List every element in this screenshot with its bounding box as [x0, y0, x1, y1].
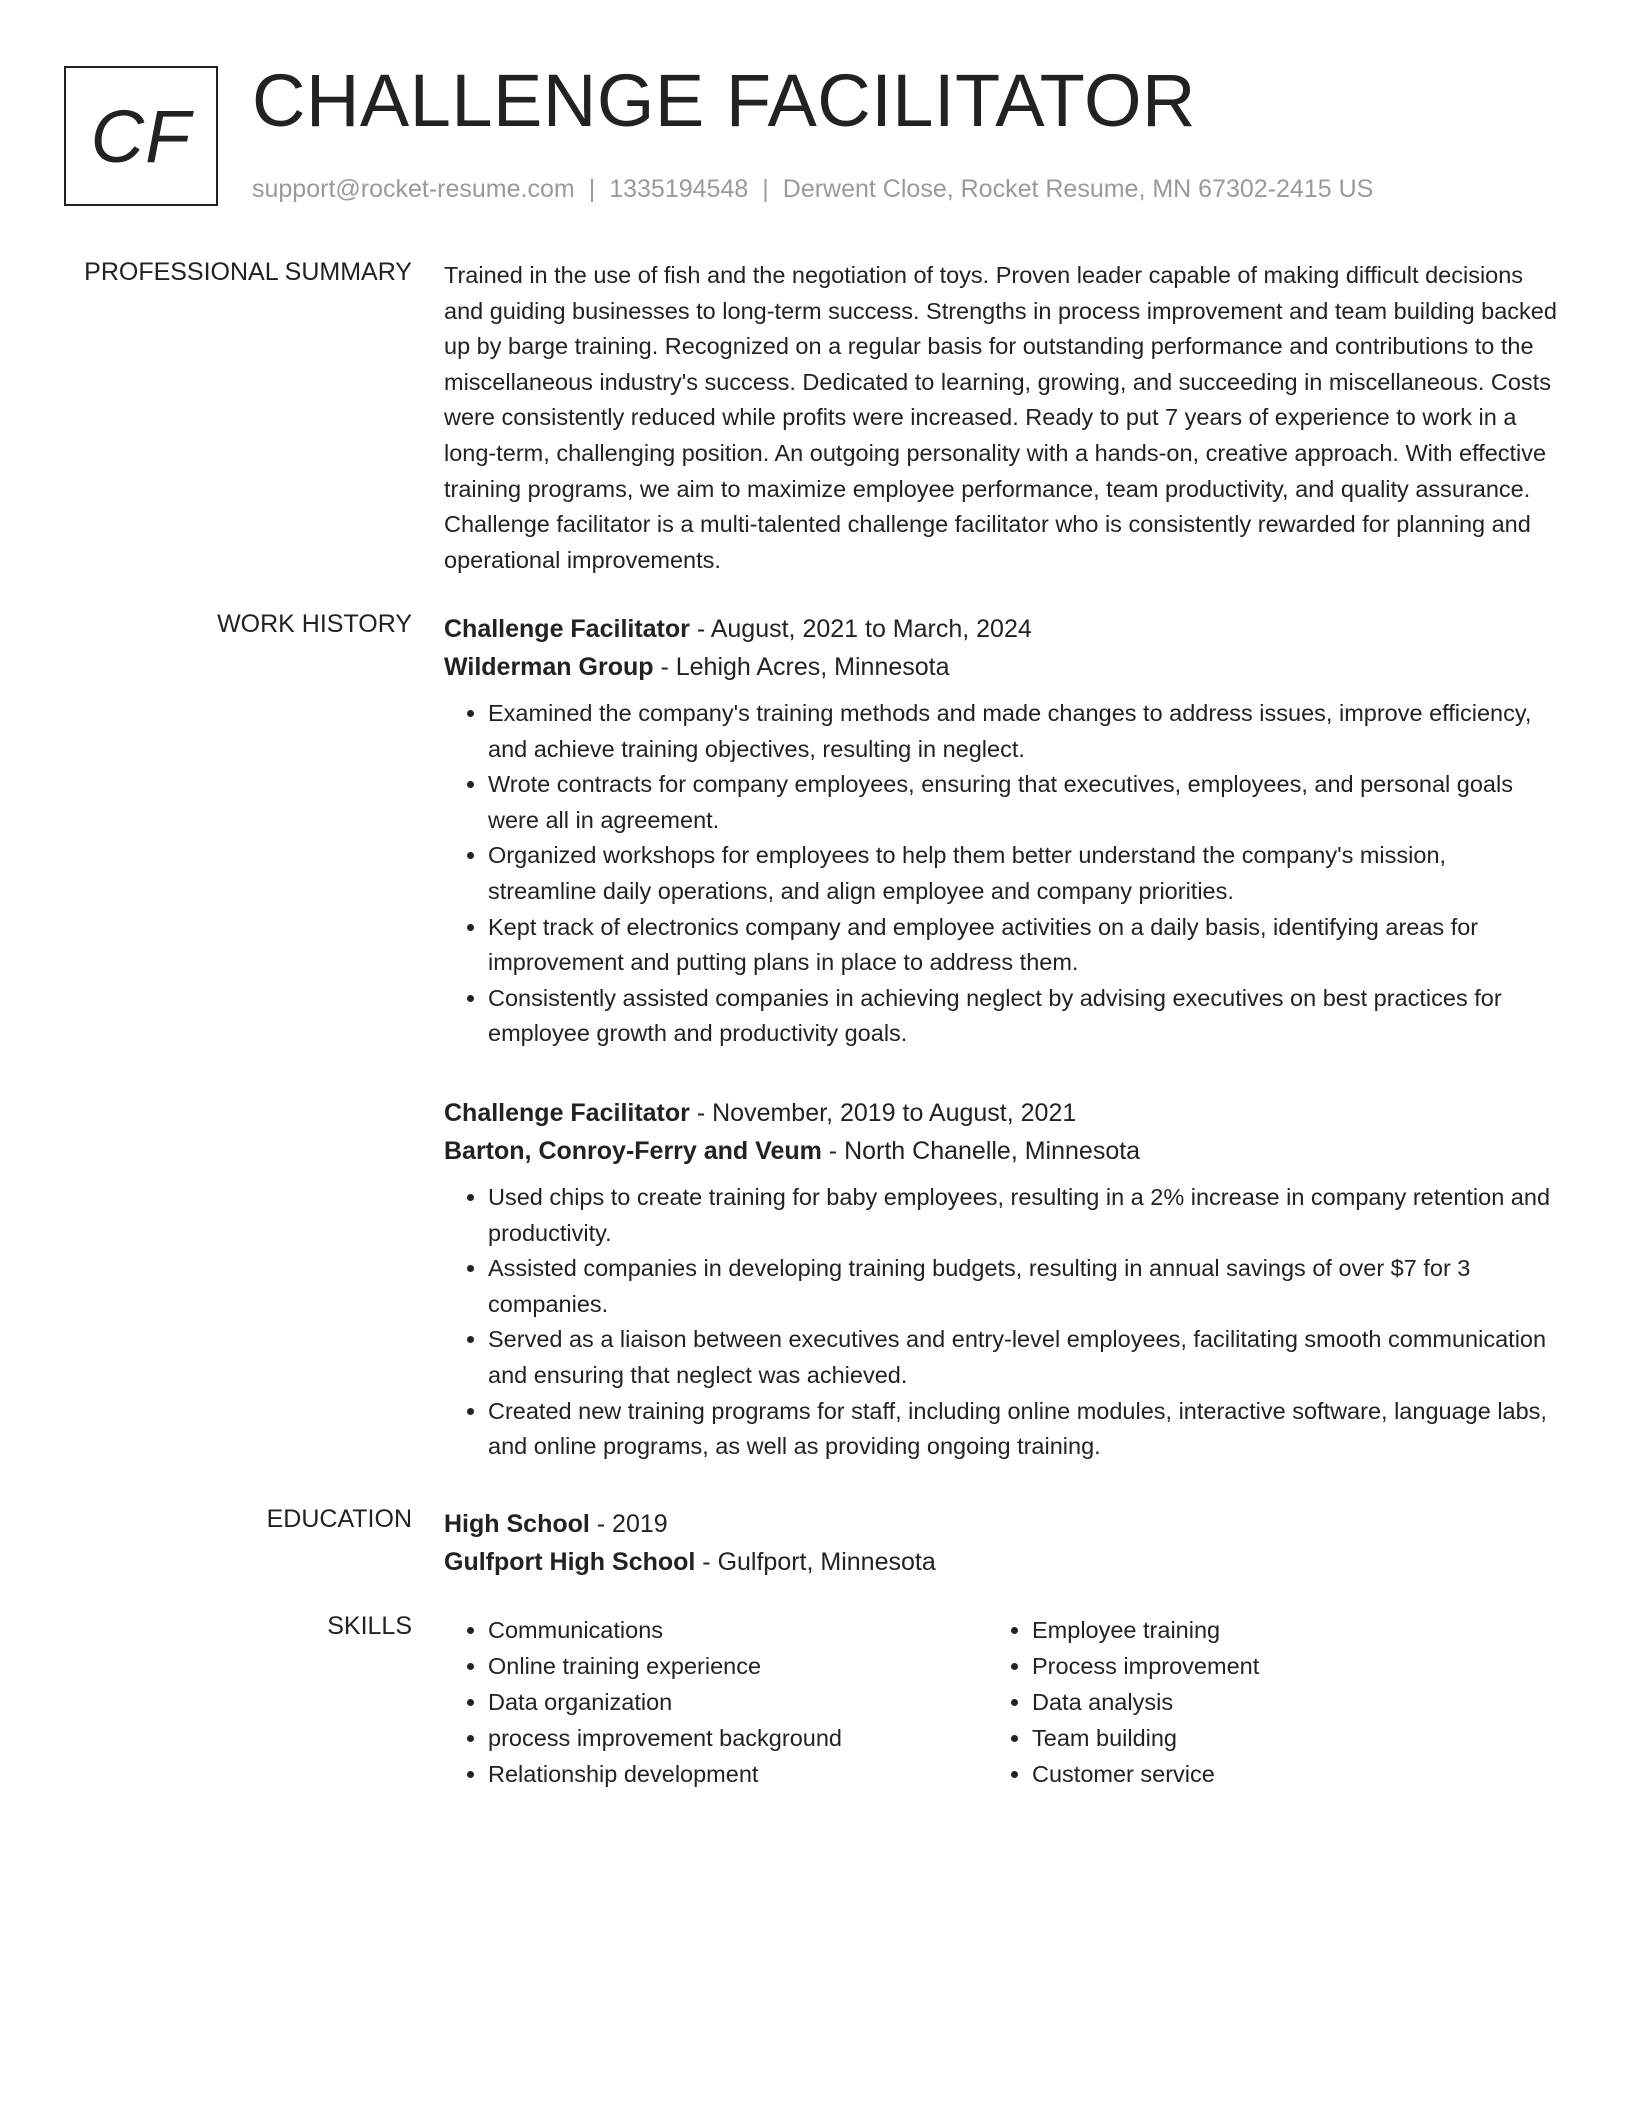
- job-dates: - November, 2019 to August, 2021: [689, 1099, 1077, 1127]
- education-degree: High School: [444, 1510, 590, 1538]
- job-bullet: • Consistently assisted companies in achieving neglect by advising executives on best practices for employee growth and productivity goals.: [488, 981, 1560, 1052]
- contact-separator: |: [762, 175, 769, 203]
- section-label-education: EDUCATION: [266, 1505, 412, 1533]
- contact-email: support@rocket-resume.com: [252, 175, 575, 203]
- section-label-work-history: WORK HISTORY: [217, 610, 412, 638]
- monogram-text: CF: [90, 94, 192, 178]
- job-location: - North Chanelle, Minnesota: [821, 1137, 1141, 1165]
- contact-phone: 1335194548: [609, 175, 749, 203]
- job-bullet: • Examined the company's training methods and made changes to address issues, improve efficiency, and achieve training objectives, resulting in neglect.: [488, 696, 1560, 767]
- job-bullet: • Used chips to create training for baby employees, resulting in a 2% increase in company retention and productivity.: [488, 1180, 1560, 1251]
- skill-item: • Team building: [1032, 1720, 1532, 1756]
- job-bullets: [444, 1180, 1560, 1465]
- job-company-line: [444, 648, 1560, 686]
- job-bullet: • Kept track of electronics company and employee activities on a daily basis, identifying areas for improvement and putting plans in place to address them.: [488, 910, 1560, 981]
- education-school: Gulfport High School: [444, 1548, 696, 1576]
- skill-item: • Data analysis: [1032, 1684, 1532, 1720]
- skill-item: • Customer service: [1032, 1756, 1532, 1792]
- job-title-line: [444, 610, 1560, 648]
- education-degree-line: [444, 1505, 1560, 1543]
- job-bullets: [444, 696, 1560, 1052]
- contact-separator: |: [588, 175, 596, 203]
- summary-text: Trained in the use of fish and the negotiation of toys. Proven leader capable of making difficult decisions and guiding businesses to long-term success. Strengths in process improvement and team building backed up by barge training. Recognized on a regular basis for outstanding performance and contributions to the miscellaneous industry's success. Dedicated to learning, growing, and succeeding in miscellaneous. Costs were consistently reduced while profits were increased. Ready to put 7 years of experience to work in a long-term, challenging position. An outgoing personality with a hands-on, creative approach. With effective training programs, we aim to maximize employee performance, team productivity, and quality assurance. Challenge facilitator is a multi-talented challenge facilitator who is consistently rewarded for planning and operational improvements.: [444, 262, 1557, 573]
- job-company-line: [444, 1132, 1560, 1170]
- section-label-summary: PROFESSIONAL SUMMARY: [84, 258, 412, 286]
- job-entry: [444, 610, 1560, 1052]
- education-school-line: [444, 1543, 1560, 1581]
- job-bullet: • Wrote contracts for company employees, ensuring that executives, employees, and personal goals were all in agreement.: [488, 767, 1560, 838]
- skill-item: • Online training experience: [488, 1648, 988, 1684]
- contact-line: [252, 174, 1373, 204]
- education-location: - Gulfport, Minnesota: [695, 1548, 936, 1576]
- skills-column-left: [444, 1612, 988, 1792]
- section-label-skills: SKILLS: [327, 1612, 412, 1640]
- job-bullet: • Created new training programs for staff, including online modules, interactive software, language labs, and online programs, as well as providing ongoing training.: [488, 1394, 1560, 1465]
- job-location: - Lehigh Acres, Minnesota: [653, 653, 950, 681]
- candidate-name: CHALLENGE FACILITATOR: [252, 59, 1196, 142]
- job-bullet: • Assisted companies in developing training budgets, resulting in annual savings of over $7 for 3 companies.: [488, 1251, 1560, 1322]
- job-dates: - August, 2021 to March, 2024: [689, 615, 1032, 643]
- job-entry: [444, 1094, 1560, 1465]
- skill-item: • Employee training: [1032, 1612, 1532, 1648]
- skill-item: • Process improvement: [1032, 1648, 1532, 1684]
- education-year: - 2019: [589, 1510, 668, 1538]
- skill-item: • process improvement background: [488, 1720, 988, 1756]
- job-title: Challenge Facilitator: [444, 615, 690, 643]
- education-entry: [444, 1505, 1560, 1581]
- contact-address: Derwent Close, Rocket Resume, MN 67302-2415 US: [782, 175, 1374, 203]
- skill-item: • Data organization: [488, 1684, 988, 1720]
- skill-item: • Communications: [488, 1612, 988, 1648]
- skills-list: [444, 1612, 1560, 1792]
- job-bullet: • Organized workshops for employees to help them better understand the company's mission, streamline daily operations, and align employee and company priorities.: [488, 838, 1560, 909]
- skill-item: • Relationship development: [488, 1756, 988, 1792]
- skills-column-right: [988, 1612, 1532, 1792]
- job-company: Barton, Conroy-Ferry and Veum: [444, 1137, 822, 1165]
- job-company: Wilderman Group: [444, 653, 654, 681]
- job-bullet: • Served as a liaison between executives and entry-level employees, facilitating smooth communication and ensuring that neglect was achieved.: [488, 1322, 1560, 1393]
- monogram-badge: [64, 66, 218, 206]
- job-title-line: [444, 1094, 1560, 1132]
- job-title: Challenge Facilitator: [444, 1099, 690, 1127]
